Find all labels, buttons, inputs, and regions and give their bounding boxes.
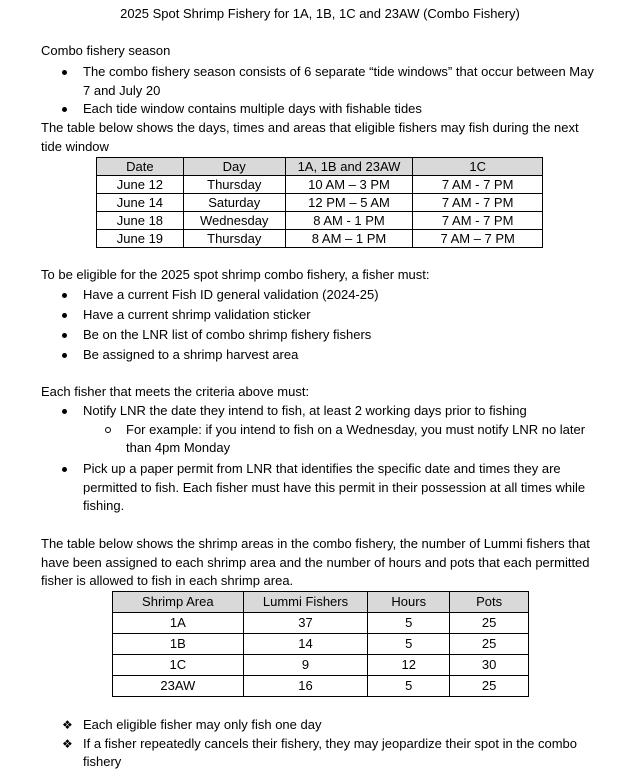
list-item: ❖ If a fisher repeatedly cancels their fishery, they may jeopardize their spot in the combo fishery bbox=[62, 735, 578, 769]
requirements-intro: Each fisher that meets the criteria above must: bbox=[41, 384, 310, 399]
bullet-icon bbox=[62, 70, 67, 75]
list-item: Be assigned to a shrimp harvest area bbox=[41, 346, 601, 366]
table-row: June 12 Thursday 10 AM – 3 PM 7 AM - 7 PM bbox=[97, 176, 543, 194]
season-list bbox=[41, 63, 601, 119]
list-item: The combo fishery season consists of 6 separate “tide windows” that occur between May 7 and July 20 bbox=[41, 63, 601, 100]
bullet-icon bbox=[62, 313, 67, 318]
column-header: 1C bbox=[413, 158, 543, 176]
list-item: Be on the LNR list of combo shrimp fishery fishers bbox=[41, 326, 601, 346]
eligibility-intro: To be eligible for the 2025 spot shrimp combo fishery, a fisher must: bbox=[41, 267, 430, 282]
column-header: 1A, 1B and 23AW bbox=[285, 158, 413, 176]
tide-intro: The table below shows the days, times and areas that eligible fishers may fish during the next tide window bbox=[41, 120, 579, 154]
list-item: Have a current shrimp validation sticker bbox=[41, 306, 601, 326]
list-item: Each tide window contains multiple days with fishable tides bbox=[41, 100, 601, 119]
notes-list bbox=[41, 716, 601, 772]
sub-list bbox=[83, 421, 601, 458]
column-header: Hours bbox=[368, 592, 450, 613]
table-header-row bbox=[113, 592, 529, 613]
bullet-icon bbox=[62, 107, 67, 112]
table-row: June 19 Thursday 8 AM – 1 PM 7 AM – 7 PM bbox=[97, 230, 543, 248]
table-row: 23AW 16 5 25 bbox=[113, 676, 529, 697]
areas-table bbox=[112, 591, 529, 697]
table-header-row bbox=[97, 158, 543, 176]
table-row: June 14 Saturday 12 PM – 5 AM 7 AM - 7 PM bbox=[97, 194, 543, 212]
eligibility-list bbox=[41, 286, 601, 366]
bullet-icon bbox=[62, 333, 67, 338]
bullet-icon bbox=[62, 353, 67, 358]
column-header: Shrimp Area bbox=[113, 592, 244, 613]
diamond-bullet-icon: ❖ bbox=[62, 718, 73, 732]
document-title: 2025 Spot Shrimp Fishery for 1A, 1B, 1C and 23AW (Combo Fishery) bbox=[120, 6, 520, 21]
list-item: For example: if you intend to fish on a Wednesday, you must notify LNR no later than 4pm Monday bbox=[83, 421, 601, 458]
table-row: 1A 37 5 25 bbox=[113, 613, 529, 634]
list-item: Pick up a paper permit from LNR that identifies the specific date and times they are permitted to fish. Each fisher must have this permit in their possession at all times while fishing. bbox=[41, 460, 601, 516]
tide-table bbox=[96, 157, 543, 248]
bullet-icon bbox=[62, 467, 67, 472]
column-header: Lummi Fishers bbox=[243, 592, 368, 613]
table-row: June 18 Wednesday 8 AM - 1 PM 7 AM - 7 PM bbox=[97, 212, 543, 230]
column-header: Day bbox=[183, 158, 285, 176]
table-row: 1B 14 5 25 bbox=[113, 634, 529, 655]
table-row: 1C 9 12 30 bbox=[113, 655, 529, 676]
list-item: Notify LNR the date they intend to fish, at least 2 working days prior to fishing For example: if you intend to fish on a Wednesday, you must notify LNR no later than 4pm Monday bbox=[41, 402, 601, 458]
bullet-icon bbox=[62, 409, 67, 414]
list-item: Have a current Fish ID general validation (2024-25) bbox=[41, 286, 601, 306]
column-header: Date bbox=[97, 158, 184, 176]
list-item: ❖ Each eligible fisher may only fish one day bbox=[62, 717, 322, 732]
column-header: Pots bbox=[450, 592, 529, 613]
permit-list bbox=[41, 460, 601, 516]
areas-intro: The table below shows the shrimp areas in the combo fishery, the number of Lummi fishers that have been assigned to each shrimp area and the number of hours and pots that each permitted fisher is allowed to fish in each shrimp area. bbox=[41, 536, 590, 588]
season-heading: Combo fishery season bbox=[41, 43, 171, 58]
sub-bullet-icon bbox=[105, 427, 111, 433]
requirements-list bbox=[41, 402, 601, 458]
bullet-icon bbox=[62, 293, 67, 298]
diamond-bullet-icon: ❖ bbox=[62, 736, 73, 751]
